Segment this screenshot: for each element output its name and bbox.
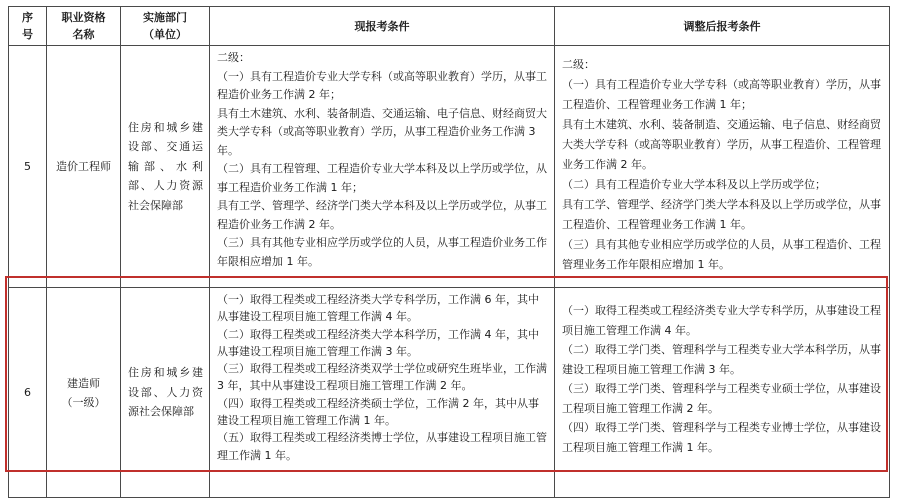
condition-line: 二级： xyxy=(562,58,595,71)
condition-line: 二级： xyxy=(217,51,250,64)
condition-line: （四）取得工学门类、管理科学与工程类专业博士学位，从事建设工程项目施工管理工作满 1 年。 xyxy=(562,421,881,454)
row-current-conditions xyxy=(210,288,555,498)
condition-line: 具有土木建筑、水利、装备制造、交通运输、电子信息、财经商贸大类大学专科（或高等职业教育）学历，从事工程造价、工程管理业务工作满 2 年。 xyxy=(562,118,881,171)
row-adjusted-conditions xyxy=(555,288,890,498)
condition-line: （二）取得工学门类、管理科学与工程类专业大学本科学历，从事建设工程项目施工管理工作满 3 年。 xyxy=(562,343,881,376)
row-qualification-name: 建造师 （一级） xyxy=(47,288,121,498)
condition-line: 具有工学、管理学、经济学门类大学本科及以上学历或学位，从事工程造价业务工作满 2 年。 xyxy=(217,199,547,231)
row-current-conditions xyxy=(210,46,555,288)
condition-line: 具有土木建筑、水利、装备制造、交通运输、电子信息、财经商贸大类大学专科（或高等职业教育）学历，从事工程造价业务工作满 3 年。 xyxy=(217,106,547,157)
condition-line: （一）具有工程造价专业大学专科（或高等职业教育）学历，从事工程造价、工程管理业务工作满 1 年； xyxy=(562,78,881,111)
condition-line: （一）取得工程类或工程经济类专业大学专科学历，从事建设工程项目施工管理工作满 4 年。 xyxy=(562,304,881,337)
row-adjusted-conditions xyxy=(555,46,890,288)
header-adjusted-conditions: 调整后报考条件 xyxy=(555,7,890,46)
condition-line: （三）取得工程类或工程经济类双学士学位或研究生班毕业，工作满 3 年，其中从事建设工程项目施工管理工作满 2 年。 xyxy=(217,362,547,393)
condition-line: （三）具有其他专业相应学历或学位的人员，从事工程造价、工程管理业务工作年限相应增加 1 年。 xyxy=(562,238,881,271)
header-department: 实施部门 （单位） xyxy=(121,7,210,46)
table-row xyxy=(9,288,890,498)
header-row xyxy=(9,7,890,46)
qualification-table xyxy=(8,6,890,498)
condition-line: （五）取得工程类或工程经济类博士学位，从事建设工程项目施工管理工作满 1 年。 xyxy=(217,431,547,462)
condition-line: （三）具有其他专业相应学历或学位的人员，从事工程造价业务工作年限相应增加 1 年。 xyxy=(217,236,547,268)
row-department: 住房和城乡建设部、人力资源社会保障部 xyxy=(121,288,210,498)
condition-line: （二）具有工程管理、工程造价专业大学本科及以上学历或学位，从事工程造价业务工作满 1 年； xyxy=(217,162,547,194)
table-row xyxy=(9,46,890,288)
condition-line: （二）具有工程造价专业大学本科及以上学历或学位； xyxy=(562,178,826,191)
condition-line: （三）取得工学门类、管理科学与工程类专业硕士学位，从事建设工程项目施工管理工作满 2 年。 xyxy=(562,382,881,415)
condition-line: 具有工学、管理学、经济学门类大学本科及以上学历或学位，从事工程造价、工程管理业务工作满 1 年。 xyxy=(562,198,881,231)
row-seq: 5 xyxy=(9,46,47,288)
header-qualification-name: 职业资格 名称 xyxy=(47,7,121,46)
condition-line: （二）取得工程类或工程经济类大学本科学历，工作满 4 年，其中从事建设工程项目施工管理工作满 3 年。 xyxy=(217,327,539,358)
row-qualification-name: 造价工程师 xyxy=(47,46,121,288)
condition-line: （一）取得工程类或工程经济类大学专科学历，工作满 6 年，其中从事建设工程项目施工管理工作满 4 年。 xyxy=(217,293,539,324)
header-seq: 序 号 xyxy=(9,7,47,46)
row-department: 住房和城乡建设部、交通运输部、水利部、人力资源社会保障部 xyxy=(121,46,210,288)
condition-line: （一）具有工程造价专业大学专科（或高等职业教育）学历，从事工程造价业务工作满 2 年； xyxy=(217,69,547,101)
header-current-conditions: 现报考条件 xyxy=(210,7,555,46)
row-seq: 6 xyxy=(9,288,47,498)
condition-line: （四）取得工程类或工程经济类硕士学位，工作满 2 年，其中从事建设工程项目施工管理工作满 1 年。 xyxy=(217,396,539,428)
